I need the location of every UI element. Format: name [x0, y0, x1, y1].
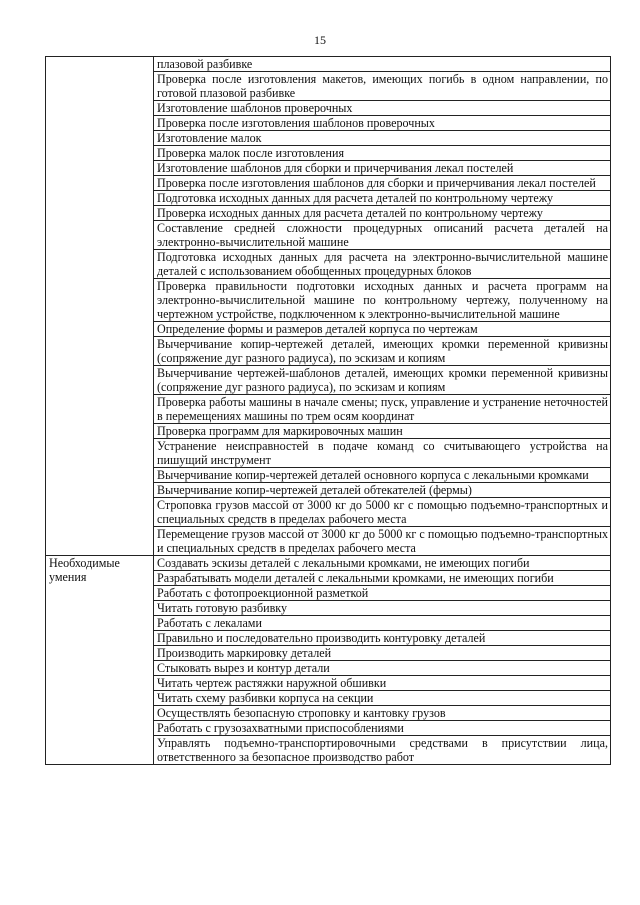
table-row — [46, 57, 611, 72]
requirement-cell: Создавать эскизы деталей с лекальными кромками, не имеющих погиби — [154, 556, 611, 571]
requirement-cell: Проверка после изготовления шаблонов проверочных — [154, 116, 611, 131]
requirement-cell: Вычерчивание чертежей-шаблонов деталей, имеющих кромки переменной кривизны (сопряжение дуг разного радиуса), по эскизам и копиям — [154, 366, 611, 395]
requirement-cell: Строповка грузов массой от 3000 кг до 5000 кг с помощью подъемно-транспортных и специальных средств в пределах рабочего места — [154, 498, 611, 527]
requirement-cell: Управлять подъемно-транспортировочными средствами в присутствии лица, ответственного за безопасное производство работ — [154, 736, 611, 765]
page-number: 15 — [314, 33, 326, 47]
requirement-cell: Устранение неисправностей в подаче команд со считывающего устройства на пишущий инструмент — [154, 439, 611, 468]
requirement-cell: плазовой разбивке — [154, 57, 611, 72]
requirement-cell: Производить маркировку деталей — [154, 646, 611, 661]
requirement-cell: Читать схему разбивки корпуса на секции — [154, 691, 611, 706]
requirement-cell: Изготовление шаблонов для сборки и причерчивания лекал постелей — [154, 161, 611, 176]
requirement-cell: Вычерчивание копир-чертежей деталей основного корпуса с лекальными кромками — [154, 468, 611, 483]
requirement-cell: Подготовка исходных данных для расчета на электронно-вычислительной машине деталей с использованием обобщенных процедурных блоков — [154, 250, 611, 279]
requirement-cell: Составление средней сложности процедурных описаний расчета деталей на электронно-вычислительной машине — [154, 221, 611, 250]
requirement-cell: Работать с лекалами — [154, 616, 611, 631]
category-cell — [46, 57, 154, 556]
requirement-cell: Подготовка исходных данных для расчета деталей по контрольному чертежу — [154, 191, 611, 206]
requirement-cell: Проверка после изготовления шаблонов для сборки и причерчивания лекал постелей — [154, 176, 611, 191]
requirement-cell: Правильно и последовательно производить контуровку деталей — [154, 631, 611, 646]
requirement-cell: Вычерчивание копир-чертежей деталей, имеющих кромки переменной кривизны (сопряжение дуг разного радиуса), по эскизам и копиям — [154, 337, 611, 366]
requirement-cell: Читать чертеж растяжки наружной обшивки — [154, 676, 611, 691]
requirement-cell: Вычерчивание копир-чертежей деталей обтекателей (фермы) — [154, 483, 611, 498]
requirement-cell: Стыковать вырез и контур детали — [154, 661, 611, 676]
table-row — [46, 556, 611, 571]
requirement-cell: Изготовление малок — [154, 131, 611, 146]
requirement-cell: Разрабатывать модели деталей с лекальными кромками, не имеющих погиби — [154, 571, 611, 586]
requirements-table — [45, 56, 611, 765]
category-cell: Необходимые умения — [46, 556, 154, 765]
requirement-cell: Осуществлять безопасную строповку и кантовку грузов — [154, 706, 611, 721]
requirement-cell: Проверка после изготовления макетов, имеющих погибь в одном направлении, по готовой плазовой разбивке — [154, 72, 611, 101]
requirement-cell: Перемещение грузов массой от 3000 кг до 5000 кг с помощью подъемно-транспортных и специальных средств в пределах рабочего места — [154, 527, 611, 556]
requirement-cell: Читать готовую разбивку — [154, 601, 611, 616]
requirement-cell: Проверка исходных данных для расчета деталей по контрольному чертежу — [154, 206, 611, 221]
requirement-cell: Проверка малок после изготовления — [154, 146, 611, 161]
requirement-cell: Изготовление шаблонов проверочных — [154, 101, 611, 116]
requirement-cell: Проверка работы машины в начале смены; пуск, управление и устранение неточностей в перемещениях машины по трем осям координат — [154, 395, 611, 424]
requirement-cell: Работать с фотопроекционной разметкой — [154, 586, 611, 601]
requirement-cell: Работать с грузозахватными приспособлениями — [154, 721, 611, 736]
requirement-cell: Проверка правильности подготовки исходных данных и расчета программ на электронно-вычислительной машине по контрольному чертежу, полученному на чертежном устройстве, подключенном к электронно-вычислительной машине — [154, 279, 611, 322]
requirement-cell: Проверка программ для маркировочных машин — [154, 424, 611, 439]
requirement-cell: Определение формы и размеров деталей корпуса по чертежам — [154, 322, 611, 337]
